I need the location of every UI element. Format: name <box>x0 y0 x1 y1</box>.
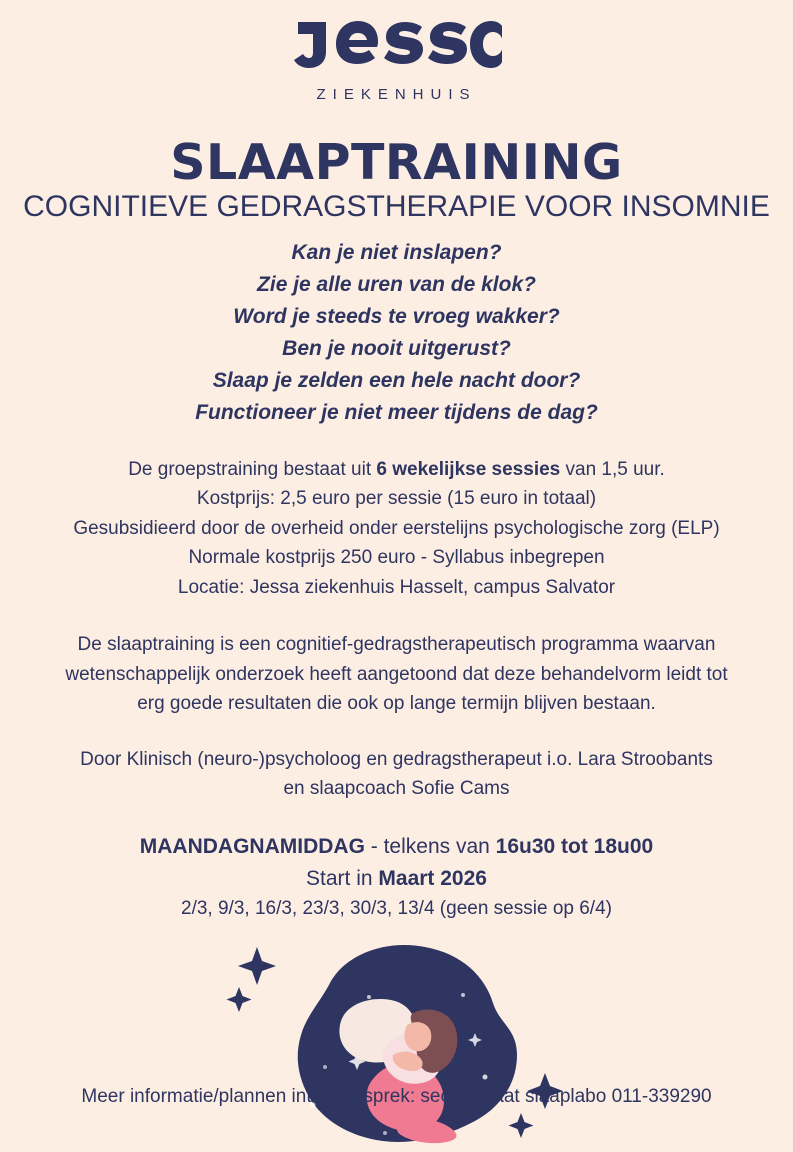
footer-contact: Meer informatie/plannen intakegesprek: secretariaat slaaplabo 011-339290 <box>81 1086 712 1107</box>
schedule-block <box>0 831 793 924</box>
star-dot <box>461 993 465 997</box>
question-item: Functioneer je niet meer tijdens de dag? <box>195 400 598 424</box>
jessa-logo-icon <box>292 14 502 76</box>
schedule-start <box>0 863 793 895</box>
questions-list <box>0 237 793 428</box>
hospital-logo <box>0 0 793 103</box>
star-dot <box>383 1131 387 1135</box>
sleeping-woman-illustration <box>217 937 577 1152</box>
page-title: SLAAPTRAINING <box>170 134 623 191</box>
training-details <box>0 455 793 602</box>
credits-line-2: en slaapcoach Sofie Cams <box>283 777 510 799</box>
question-item: Zie je alle uren van de klok? <box>257 273 536 297</box>
detail-sessions <box>0 455 793 484</box>
credits-block <box>0 746 793 803</box>
schedule-dates: 2/3, 9/3, 16/3, 23/3, 30/3, 13/4 (geen sessie op 6/4) <box>181 898 612 920</box>
question-item: Word je steeds te vroeg wakker? <box>233 305 560 329</box>
schedule-day: MAANDAGNAMIDDAG <box>139 835 365 859</box>
question-item: Kan je niet inslapen? <box>291 241 502 265</box>
credits-line-1: Door Klinisch (neuro-)psycholoog en gedragstherapeut i.o. Lara Stroobants <box>80 749 713 771</box>
footer <box>0 1086 793 1108</box>
detail-price: Kostprijs: 2,5 euro per sessie (15 euro in totaal) <box>196 488 597 510</box>
sparkle-icon <box>226 987 251 1012</box>
schedule-day-time <box>0 831 793 863</box>
detail-subsidy: Gesubsidieerd door de overheid onder eerstelijns psychologische zorg (ELP) <box>73 517 720 539</box>
page-subtitle: COGNITIEVE GEDRAGSTHERAPIE VOOR INSOMNIE <box>23 190 770 224</box>
star-dot <box>482 1074 487 1079</box>
illustration-svg <box>217 937 577 1152</box>
description-paragraph: De slaaptraining is een cognitief-gedragstherapeutisch programma waarvan wetenschappelijk onderzoek heeft aangetoond dat deze behandelvorm leidt tot erg goede resultaten die ook op lange termijn blijven bestaan. <box>65 634 728 714</box>
schedule-time: 16u30 tot 18u00 <box>495 835 654 859</box>
question-item: Ben je nooit uitgerust? <box>282 337 511 361</box>
face-shape <box>404 1022 431 1051</box>
detail-sessions-bold: 6 wekelijkse sessies <box>376 458 561 480</box>
star-dot <box>323 1065 327 1069</box>
detail-sessions-post: van 1,5 uur. <box>560 458 665 480</box>
detail-sessions-pre: De groepstraining bestaat uit <box>128 458 377 480</box>
sparkle-icon <box>238 947 276 985</box>
logo-subtitle: ZIEKENHUIS <box>316 86 477 103</box>
detail-location: Locatie: Jessa ziekenhuis Hasselt, campus Salvator <box>177 576 616 598</box>
question-item: Slaap je zelden een hele nacht door? <box>212 369 581 393</box>
detail-normal-price: Normale kostprijs 250 euro - Syllabus inbegrepen <box>188 547 605 569</box>
schedule-start-pre: Start in <box>306 866 379 890</box>
schedule-connector: - telkens van <box>364 835 496 859</box>
schedule-start-month: Maart 2026 <box>378 866 487 890</box>
star-dot <box>367 995 371 999</box>
sparkle-icon <box>508 1113 533 1138</box>
